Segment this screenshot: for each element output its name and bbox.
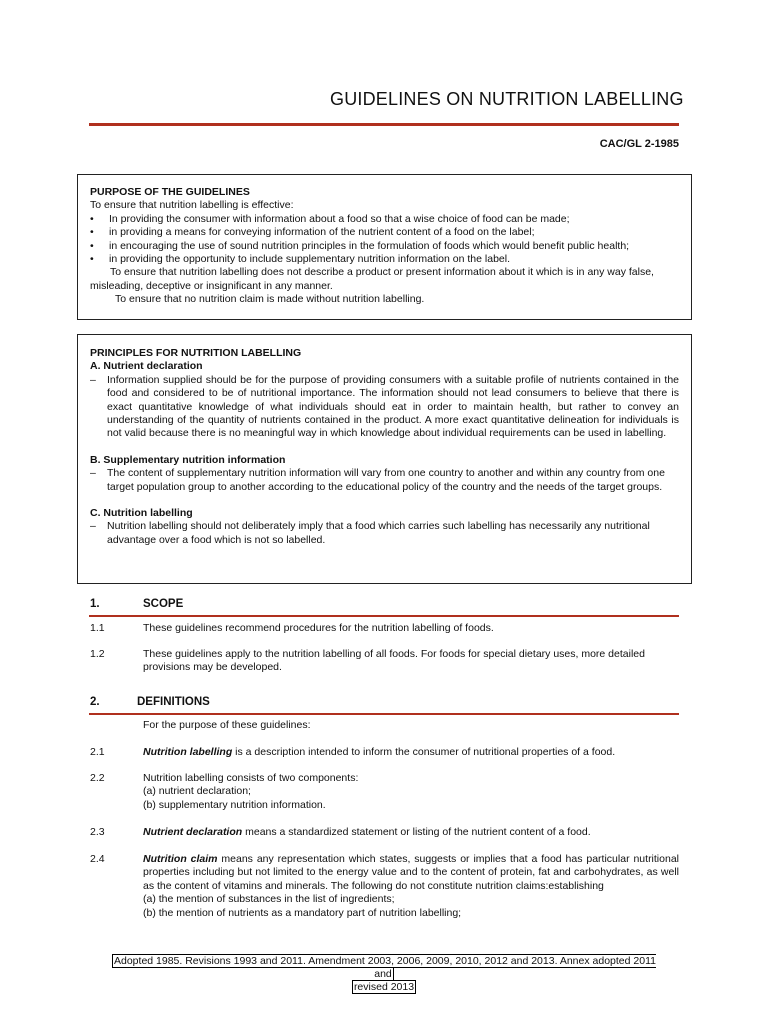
principles-heading: PRINCIPLES FOR NUTRITION LABELLING (90, 347, 302, 359)
list-item: (b) the mention of nutrients as a mandatory part of nutrition labelling; (143, 906, 462, 919)
section-definitions-heading (90, 696, 210, 709)
title-divider (89, 123, 679, 126)
clause-text: Nutrition claim means any representation which states, suggests or implies that a food has particular nutritional properties including but not limited to the energy value and to the content of protein, fat and carbohydrates, as well as the content of vitamins and minerals. The following do not constitute nutrition claims:establishing (a) the mention of substances in the list of ingredients; (b) the mention of nutrients as a mandatory part of nutrition labelling; (143, 853, 679, 919)
clause-number: 1.1 (90, 622, 105, 634)
bullet-icon: • (90, 239, 94, 252)
defined-term: Nutrition claim (143, 853, 218, 865)
clause-number: 2.2 (90, 772, 105, 784)
section-title: SCOPE (143, 598, 184, 610)
section-number: 2. (90, 696, 100, 708)
clause-number: 2.1 (90, 746, 105, 758)
clause-2-1 (90, 746, 679, 759)
list-item: (b) supplementary nutrition information. (143, 798, 326, 811)
principle-a-item (90, 374, 679, 441)
principle-a-heading: A. Nutrient declaration (90, 360, 203, 373)
footer-line-1: Adopted 1985. Revisions 1993 and 2011. Amendment 2003, 2006, 2009, 2010, 2012 and 2013. Annex adopted 2011 and (114, 955, 656, 980)
principle-c-heading: C. Nutrition labelling (90, 507, 193, 520)
clause-number: 2.4 (90, 853, 105, 865)
purpose-bullet: • in providing the opportunity to include supplementary nutrition information on the label. (90, 253, 510, 266)
purpose-para-1: To ensure that nutrition labelling does not describe a product or present information about it which is in any way false, misleading, deceptive or insignificant in any manner. (90, 266, 654, 292)
clause-text: Nutrition labelling consists of two components: (a) nutrient declaration; (b) supplementary nutrition information. (143, 772, 679, 812)
defined-term: Nutrition labelling (143, 746, 233, 758)
clause-text: Nutrition labelling is a description intended to inform the consumer of nutritional properties of a food. (143, 746, 616, 758)
clause-number: 2.3 (90, 826, 105, 838)
document-title: GUIDELINES ON NUTRITION LABELLING (330, 89, 684, 109)
clause-text: Nutrient declaration means a standardized statement or listing of the nutrient content of a food. (143, 826, 591, 838)
clause-text: These guidelines apply to the nutrition labelling of all foods. For foods for special dietary uses, more detailed provisions may be developed. (143, 648, 645, 674)
purpose-bullet: • In providing the consumer with information about a food so that a wise choice of food can be made; (90, 212, 570, 225)
definitions-intro: For the purpose of these guidelines: (143, 719, 311, 731)
principle-b-text: The content of supplementary nutrition information will vary from one country to another and within any country from one target population group to another according to the educational policy of the country and the needs of the target groups. (107, 467, 665, 493)
purpose-intro: To ensure that nutrition labelling is effective: (90, 199, 294, 212)
clause-2-2 (90, 772, 679, 812)
list-item: (a) the mention of substances in the list of ingredients; (143, 893, 395, 906)
document-reference: CAC/GL 2-1985 (599, 138, 679, 150)
section-title: DEFINITIONS (137, 696, 210, 708)
purpose-box (77, 174, 692, 320)
purpose-bullet: • in providing a means for conveying information of the nutrient content of a food on the label; (90, 226, 535, 239)
clause-1-1 (90, 622, 679, 635)
adoption-footer (104, 955, 664, 994)
dash-marker: – (90, 520, 96, 533)
section-scope-heading (90, 598, 183, 611)
principles-box (77, 334, 692, 584)
defined-term: Nutrient declaration (143, 826, 243, 838)
principle-c-item (90, 520, 679, 547)
principle-c-text: Nutrition labelling should not deliberately imply that a food which carries such labelling has necessarily any nutritional advantage over a food which is not so labelled. (107, 520, 650, 546)
dash-marker: – (90, 373, 96, 386)
principle-a-text: Information supplied should be for the purpose of providing consumers with a suitable profile of nutrients contained in the food and considered to be of nutritional importance. The information should not lead consumers to believe that there is exact quantitative knowledge of what individuals should eat in order to maintain health, but rather to convey an understanding of the quantity of nutrients contained in the product. A more exact quantitative delineation for individuals is not valid because there is no meaningful way in which knowledge about individual requirements can be used in labelling. (107, 373, 679, 440)
principle-b-heading: B. Supplementary nutrition information (90, 453, 286, 466)
bullet-icon: • (90, 226, 94, 239)
purpose-heading: PURPOSE OF THE GUIDELINES (90, 186, 250, 198)
clause-number: 1.2 (90, 648, 105, 660)
clause-2-4 (90, 853, 679, 920)
principle-b-item (90, 467, 679, 494)
list-item: (a) nutrient declaration; (143, 785, 251, 798)
bullet-icon: • (90, 212, 94, 225)
section-number: 1. (90, 598, 100, 610)
clause-text: These guidelines recommend procedures for the nutrition labelling of foods. (143, 622, 494, 634)
dash-marker: – (90, 467, 96, 480)
section-divider (89, 615, 679, 617)
section-divider (89, 713, 679, 715)
clause-2-3 (90, 826, 679, 839)
clause-1-2 (90, 648, 679, 675)
bullet-icon: • (90, 253, 94, 266)
footer-line-2: revised 2013 (353, 981, 415, 993)
purpose-bullet: • in encouraging the use of sound nutrition principles in the formulation of foods which would benefit public health; (90, 239, 630, 252)
purpose-para-2: To ensure that no nutrition claim is made without nutrition labelling. (115, 293, 425, 306)
